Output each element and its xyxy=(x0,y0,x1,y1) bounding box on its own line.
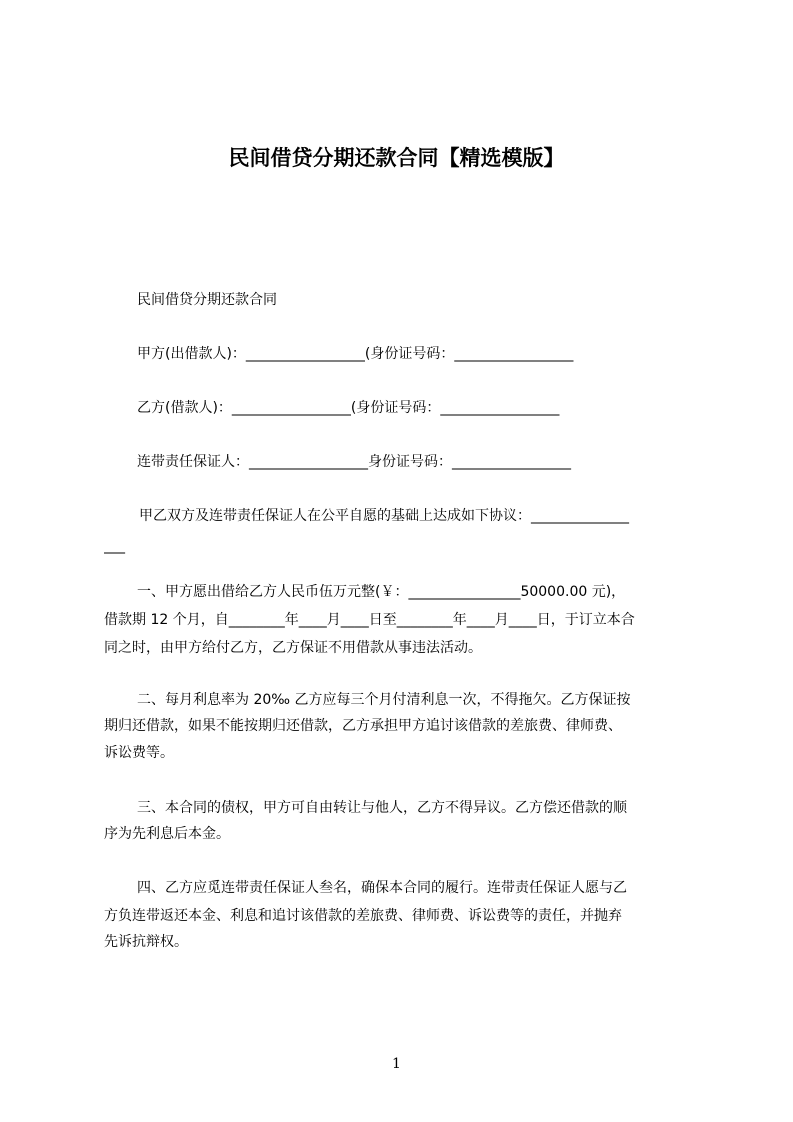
contract-subtitle: 民间借贷分期还款合同 xyxy=(137,292,277,308)
clause-3-line2: 序为先利息后本金。 xyxy=(104,826,230,842)
document-title: 民间借贷分期还款合同【精选模版】 xyxy=(228,146,565,170)
page-number: 1 xyxy=(392,1056,401,1072)
clause-4-line2: 方负连带返还本金、利息和追讨该借款的差旅费、律师费、诉讼费等的责任，并抛弃 xyxy=(104,908,622,924)
clause-1-line1: 一、甲方愿出借给乙方人民币伍万元整(￥：________________50000.00 元)， xyxy=(137,584,626,600)
clause-4-line1: 四、乙方应觅连带责任保证人叁名，确保本合同的履行。连带责任保证人愿与乙 xyxy=(137,880,627,896)
clause-1-line2: 借款期 12 个月，自________年____月____日至________年____月____日，于订立本合 xyxy=(104,612,635,628)
clause-1-line3: 同之时，由甲方给付乙方，乙方保证不用借款从事违法活动。 xyxy=(104,640,482,656)
guarantor-line: 连带责任保证人：_________________身份证号码：_________________ xyxy=(137,454,571,470)
clause-4-line3: 先诉抗辩权。 xyxy=(104,934,188,950)
agreement-intro-line1: 甲乙双方及连带责任保证人在公平自愿的基础上达成如下协议：______________ xyxy=(139,508,629,524)
clause-3-line1: 三、本合同的债权，甲方可自由转让与他人，乙方不得异议。乙方偿还借款的顺 xyxy=(137,800,627,816)
clause-2-line3: 诉讼费等。 xyxy=(104,745,174,761)
clause-2-line1: 二、每月利息率为 20‰ 乙方应每三个月付清利息一次，不得拖欠。乙方保证按 xyxy=(137,692,631,708)
agreement-intro-line2: ___ xyxy=(104,538,125,554)
party-a-line: 甲方(出借款人)：_________________(身份证号码：_________________ xyxy=(137,346,574,362)
clause-2-line2: 期归还借款，如果不能按期归还借款，乙方承担甲方追讨该借款的差旅费、律师费、 xyxy=(104,718,622,734)
party-b-line: 乙方(借款人)：_________________(身份证号码：_________________ xyxy=(137,400,560,416)
